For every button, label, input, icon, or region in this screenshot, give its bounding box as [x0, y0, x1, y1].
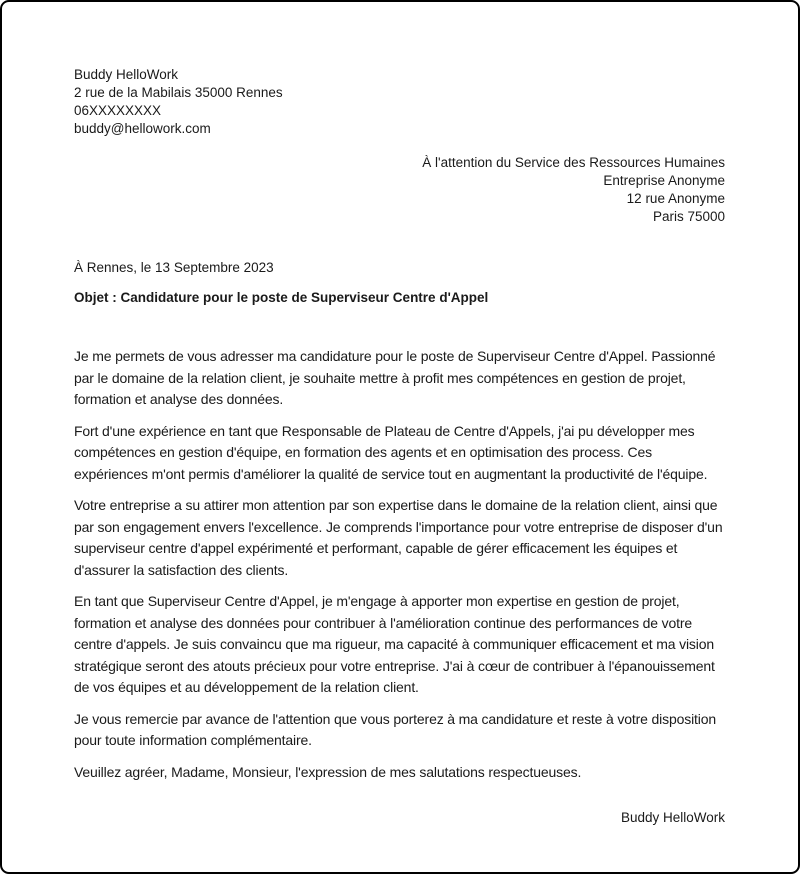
- recipient-city: Paris 75000: [652, 209, 725, 224]
- letter-body: [74, 346, 725, 783]
- sender-phone: 06XXXXXXXX: [74, 103, 162, 118]
- sender-name: Buddy HelloWork: [74, 67, 179, 82]
- recipient-attention-line: À l'attention du Service des Ressources Humaines: [422, 155, 725, 170]
- date-line: À Rennes, le 13 Septembre 2023: [74, 260, 274, 275]
- letter-content: [2, 2, 798, 827]
- sender-address: 2 rue de la Mabilais 35000 Rennes: [74, 85, 283, 100]
- paragraph-company-interest: Votre entreprise a su attirer mon attention par son expertise dans le domaine de la relation client, ainsi que par son engagement envers l'excellence. Je comprends l'importance pour votre entreprise de disposer d'un superviseur centre d'appel expérimenté et performant, capable de gérer efficacement les équipes et d'assurer la satisfaction des clients.: [74, 497, 723, 578]
- paragraph-closing-salutation: Veuillez agréer, Madame, Monsieur, l'expression de mes salutations respectueuses.: [74, 763, 582, 780]
- recipient-street: 12 rue Anonyme: [626, 191, 725, 206]
- signature: Buddy HelloWork: [620, 810, 725, 825]
- recipient-company: Entreprise Anonyme: [603, 173, 725, 188]
- paragraph-introduction: Je me permets de vous adresser ma candidature pour le poste de Superviseur Centre d'Appel. Passionné par le domaine de la relation client, je souhaite mettre à profit mes compétences en gestion de projet, formation et analyse des données.: [74, 348, 716, 407]
- paragraph-thanks: Je vous remercie par avance de l'attention que vous porterez à ma candidature et reste à votre disposition pour toute information complémentaire.: [74, 710, 717, 748]
- paragraph-commitment: En tant que Superviseur Centre d'Appel, je m'engage à apporter mon expertise en gestion de projet, formation et analyse des données pour contribuer à l'amélioration continue des performances de votre centre d'appels. Je suis convaincu que ma rigueur, ma capacité à communiquer efficacement et ma vision stratégique seront des atouts précieux pour votre entreprise. J'ai à cœur de contribuer à l'épanouissement de vos équipes et au développement de la relation client.: [74, 593, 715, 695]
- recipient-block: [74, 154, 725, 226]
- paragraph-experience: Fort d'une expérience en tant que Responsable de Plateau de Centre d'Appels, j'ai pu développer mes compétences en gestion d'équipe, en formation des agents et en optimisation des process. Ces expériences m'ont permis d'améliorer la qualité de service tout en augmentant la productivité de l'équipe.: [74, 422, 708, 482]
- subject-line: Objet : Candidature pour le poste de Superviseur Centre d'Appel: [74, 290, 489, 305]
- sender-email: buddy@hellowork.com: [74, 121, 211, 136]
- sender-block: [74, 66, 725, 138]
